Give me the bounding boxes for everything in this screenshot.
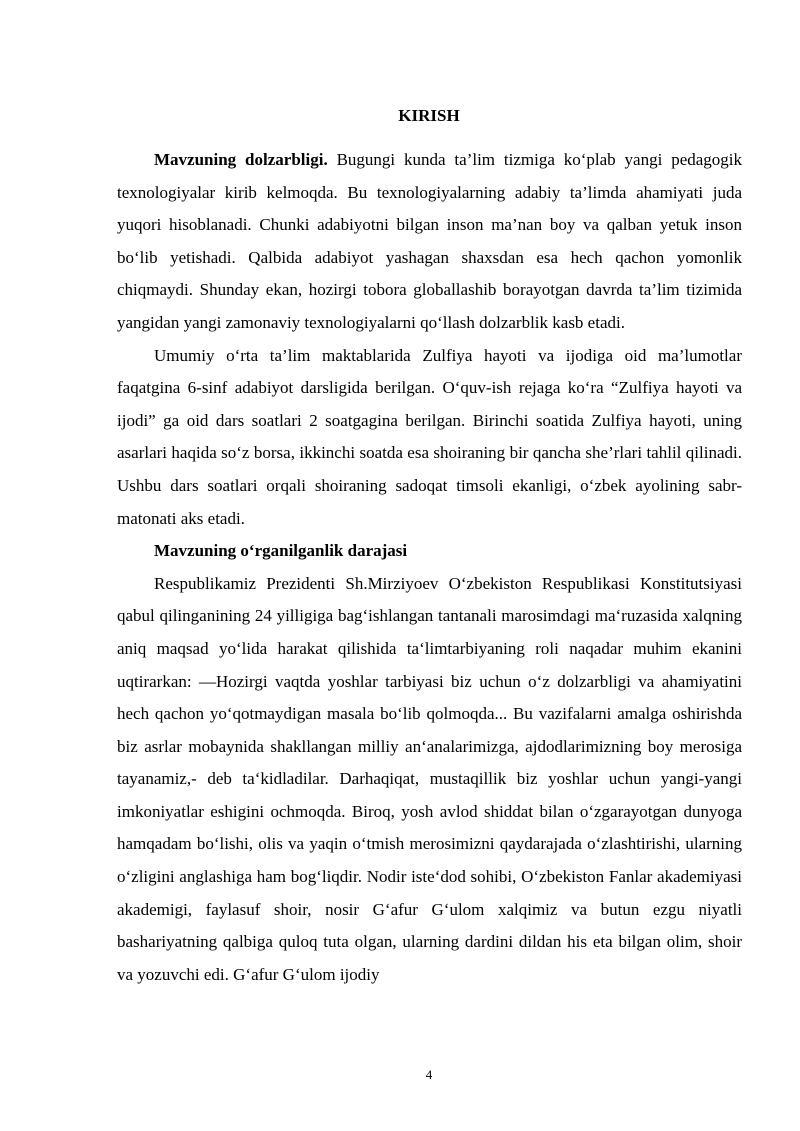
page-title: KIRISH [398,106,460,125]
document-body [117,144,742,991]
page-number: 4 [425,1067,433,1082]
paragraph-study-level: Respublikamiz Prezidenti Sh.Mirziyoev O‘zbekiston Respublikasi Konstitutsiyasi qabul qilinganining 24 yilligiga bag‘ishlangan tantanali marosimdagi ma‘ruzasida xalqning aniq maqsad yo‘lida harakat qilishida ta‘limtarbiyaning roli naqadar muhim ekanini uqtirarkan: ―Hozirgi vaqtda yoshlar tarbiyasi biz uchun o‘z dolzarbligi va ahamiyatini hech qachon yo‘qotmaydigan masala bo‘lib qolmoqda... Bu vazifalarni amalga oshirishda biz asrlar mobaynida shakllangan milliy an‘analarimizga, ajdodlarimizning boy merosiga tayanamiz,- deb ta‘kidladilar. Darhaqiqat, mustaqillik biz yoshlar uchun yangi-yangi imkoniyatlar eshigini ochmoqda. Biroq, yosh avlod shiddat bilan o‘zgarayotgan dunyoga hamqadam bo‘lishi, olis va yaqin o‘tmish merosimizni qaydarajada o‘zlashtirishi, ularning o‘zligini anglashiga ham bog‘liqdir. Nodir iste‘dod sohibi, O‘zbekiston Fanlar akademiyasi akademigi, faylasuf shoir, nosir G‘afur G‘ulom xalqimiz va butun ezgu niyatli bashariyatning qalbiga quloq tuta olgan, ularning dardini dildan his eta bilgan olim, shoir va yozuvchi edi. G‘afur G‘ulom ijodiy [117,573,742,984]
paragraph-curriculum: Umumiy o‘rta ta’lim maktablarida Zulfiya hayoti va ijodiga oid ma’lumotlar faqatgina 6-sinf adabiyot darsligida berilgan. O‘quv-ish rejaga ko‘ra “Zulfiya hayoti va ijodi” ga oid dars soatlari 2 soatgagina berilgan. Birinchi soatida Zulfiya hayoti, uning asarlari haqida so‘z borsa, ikkinchi soatda esa shoiraning bir qancha she’rlari tahlil qilinadi. Ushbu dars soatlari orqali shoiraning sadoqat timsoli ekanligi, o‘zbek ayolining sabr-matonati aks etadi. [117,345,742,528]
paragraph-lead: Mavzuning dolzarbligi. [154,150,328,169]
section-subheading: Mavzuning o‘rganilganlik darajasi [154,541,408,561]
paragraph-text: Bugungi kunda ta’lim tizmiga ko‘plab yangi pedagogik texnologiyalar kirib kelmoqda. Bu texnologiyalarning adabiy ta’limda ahamiyati juda yuqori hisoblanadi. Chunki adabiyotni bilgan inson ma’nan boy va qalban yetuk inson bo‘lib yetishadi. Qalbida adabiyot yashagan shaxsdan esa hech qachon yomonlik chiqmaydi. Shunday ekan, hozirgi tobora globallashib borayotgan davrda ta’lim tizimida yangidan yangi zamonaviy texnologiyalarni qo‘llash dolzarblik kasb etadi. [117,150,743,332]
paragraph-relevance [117,144,742,340]
